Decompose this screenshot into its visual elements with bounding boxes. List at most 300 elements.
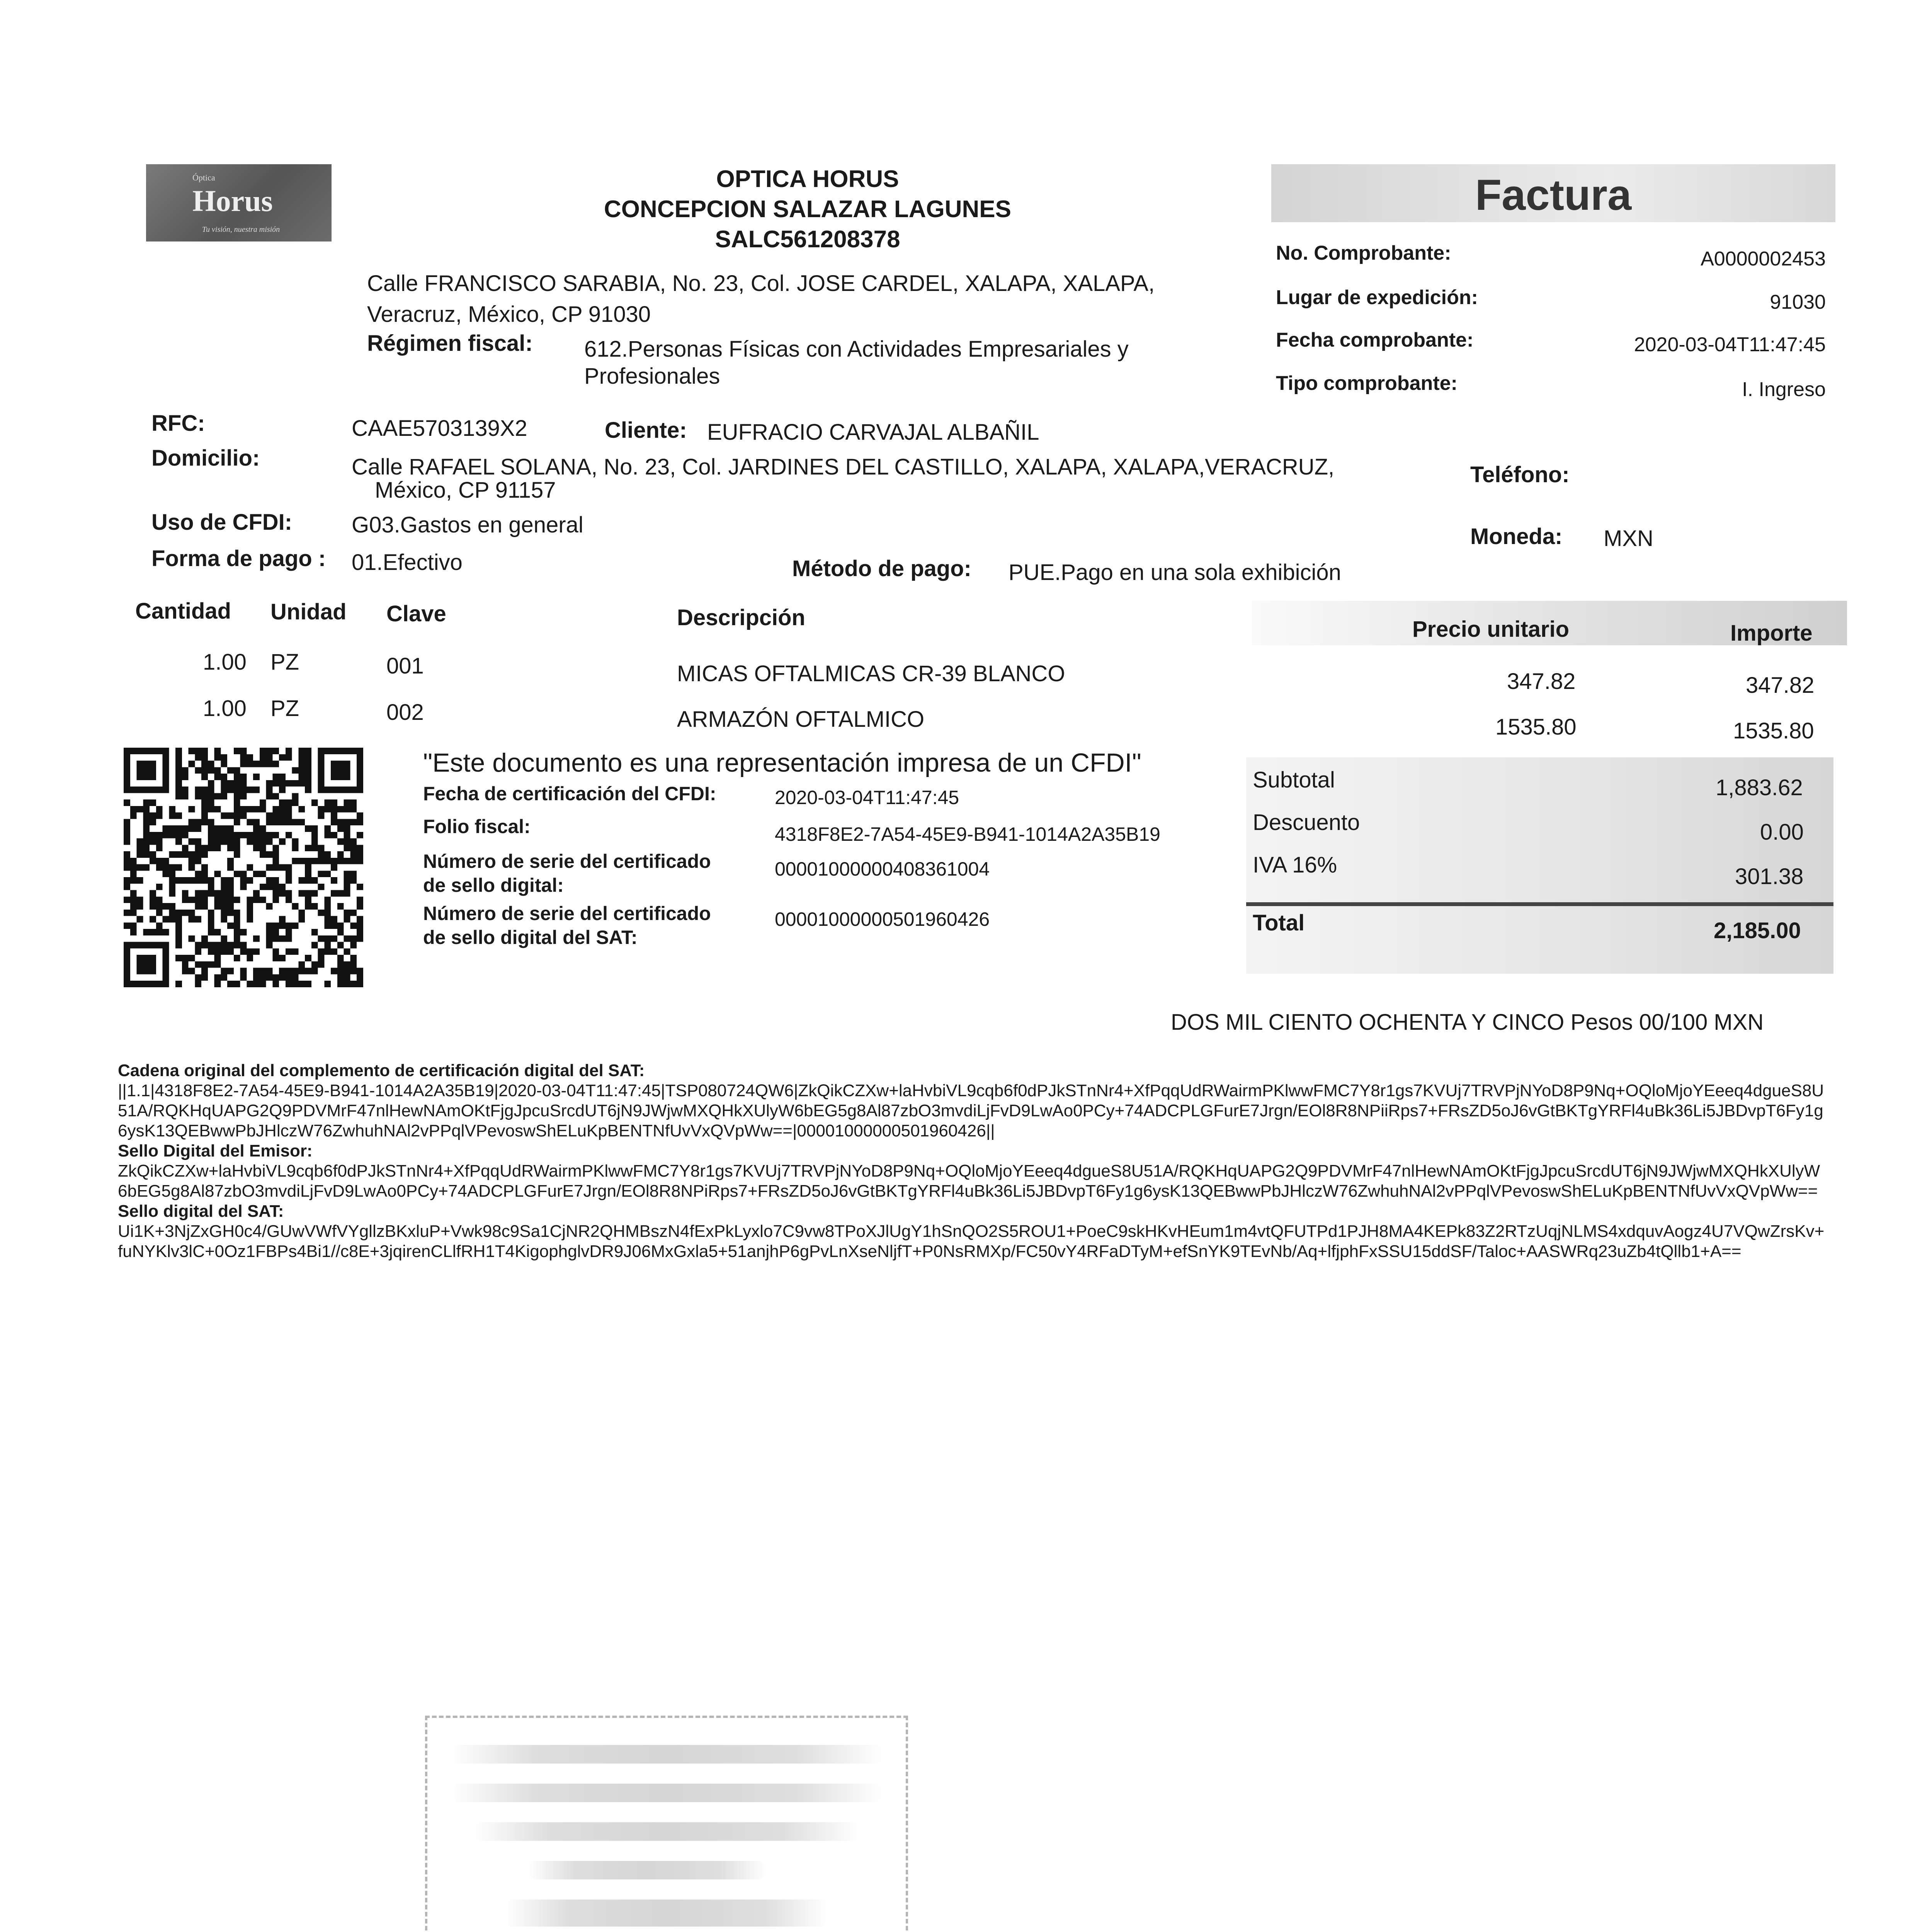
qr-module bbox=[156, 922, 163, 929]
qr-module bbox=[182, 877, 189, 884]
qr-module bbox=[350, 922, 357, 929]
qr-module bbox=[311, 845, 318, 851]
qr-module bbox=[143, 851, 150, 858]
qr-module bbox=[324, 832, 331, 838]
qr-module bbox=[124, 858, 130, 864]
qr-module bbox=[234, 780, 240, 787]
qr-module bbox=[292, 819, 299, 825]
qr-module bbox=[234, 793, 240, 799]
qr-module bbox=[272, 896, 279, 903]
qr-module bbox=[201, 968, 208, 975]
qr-module bbox=[298, 748, 305, 754]
qr-module bbox=[344, 968, 350, 975]
qr-module bbox=[337, 961, 344, 968]
qr-module bbox=[286, 871, 292, 877]
qr-module bbox=[286, 832, 292, 838]
qr-module bbox=[130, 871, 137, 877]
qr-module bbox=[279, 754, 286, 761]
qr-module bbox=[324, 942, 331, 949]
qr-module bbox=[279, 813, 286, 819]
qr-module bbox=[201, 767, 208, 774]
qr-module bbox=[240, 787, 247, 793]
qr-module bbox=[234, 799, 240, 806]
qr-module bbox=[143, 825, 150, 832]
issuer-rfc: SALC561208378 bbox=[715, 226, 900, 253]
qr-module bbox=[221, 825, 227, 832]
qr-module bbox=[305, 968, 311, 975]
qr-module bbox=[253, 825, 260, 832]
qr-module bbox=[344, 981, 350, 987]
header-importe: Importe bbox=[1730, 621, 1813, 646]
qr-module bbox=[260, 884, 266, 890]
qr-module bbox=[286, 981, 292, 987]
qr-module bbox=[298, 767, 305, 774]
qr-module bbox=[331, 864, 337, 871]
serie-cert-value: 00001000000408361004 bbox=[775, 858, 990, 880]
qr-module bbox=[137, 851, 143, 858]
qr-module bbox=[182, 968, 189, 975]
qr-module bbox=[350, 799, 357, 806]
qr-module bbox=[350, 819, 357, 825]
qr-module bbox=[143, 929, 150, 935]
qr-module bbox=[195, 748, 201, 754]
qr-module bbox=[124, 838, 130, 845]
qr-module bbox=[227, 877, 234, 884]
qr-module bbox=[357, 981, 363, 987]
qr-module bbox=[298, 774, 305, 780]
qr-module bbox=[214, 806, 221, 813]
row-importe: 1535.80 bbox=[1733, 718, 1814, 743]
qr-module bbox=[208, 832, 214, 838]
qr-module bbox=[227, 890, 234, 897]
qr-module bbox=[331, 806, 337, 813]
qr-module bbox=[253, 838, 260, 845]
qr-module bbox=[156, 884, 163, 890]
qr-module bbox=[324, 825, 331, 832]
qr-module bbox=[260, 832, 266, 838]
qr-module bbox=[195, 825, 201, 832]
qr-module bbox=[253, 871, 260, 877]
qr-module bbox=[182, 955, 189, 961]
qr-module bbox=[272, 981, 279, 987]
qr-module bbox=[208, 819, 214, 825]
qr-module bbox=[169, 871, 175, 877]
qr-module bbox=[311, 929, 318, 935]
qr-module bbox=[182, 896, 189, 903]
qr-module bbox=[292, 838, 299, 845]
qr-module bbox=[201, 903, 208, 910]
qr-module bbox=[311, 838, 318, 845]
qr-module bbox=[247, 864, 253, 871]
qr-module bbox=[266, 761, 273, 767]
qr-module bbox=[350, 942, 357, 949]
qr-module bbox=[189, 955, 195, 961]
qr-module bbox=[350, 851, 357, 858]
qr-module bbox=[318, 948, 325, 955]
qr-module bbox=[253, 968, 260, 975]
qr-module bbox=[357, 819, 363, 825]
qr-module bbox=[175, 832, 182, 838]
qr-module bbox=[357, 968, 363, 975]
qr-module bbox=[318, 884, 325, 890]
fecha-value: 2020-03-04T11:47:45 bbox=[1634, 333, 1826, 356]
qr-module bbox=[260, 761, 266, 767]
qr-module bbox=[266, 851, 273, 858]
qr-module bbox=[195, 819, 201, 825]
qr-module bbox=[221, 754, 227, 761]
qr-module bbox=[279, 864, 286, 871]
qr-module bbox=[201, 813, 208, 819]
qr-module bbox=[324, 910, 331, 916]
qr-module bbox=[272, 748, 279, 754]
qr-module bbox=[143, 832, 150, 838]
qr-module bbox=[357, 935, 363, 942]
qr-module bbox=[175, 935, 182, 942]
qr-module bbox=[305, 890, 311, 897]
total-label: Total bbox=[1253, 910, 1305, 935]
qr-module bbox=[189, 825, 195, 832]
qr-module bbox=[175, 748, 182, 754]
qr-module bbox=[350, 961, 357, 968]
qr-module bbox=[189, 896, 195, 903]
qr-module bbox=[195, 974, 201, 981]
qr-module bbox=[175, 910, 182, 916]
qr-module bbox=[137, 877, 143, 884]
lugar-value: 91030 bbox=[1770, 291, 1826, 313]
qr-module bbox=[130, 903, 137, 910]
qr-module bbox=[292, 858, 299, 864]
qr-module bbox=[337, 890, 344, 897]
qr-module bbox=[234, 871, 240, 877]
qr-module bbox=[240, 813, 247, 819]
qr-module bbox=[266, 935, 273, 942]
qr-module bbox=[337, 819, 344, 825]
qr-module bbox=[311, 890, 318, 897]
qr-module bbox=[234, 832, 240, 838]
qr-module bbox=[305, 845, 311, 851]
qr-module bbox=[234, 955, 240, 961]
qr-module bbox=[201, 845, 208, 851]
qr-module bbox=[240, 754, 247, 761]
header-descripcion: Descripción bbox=[677, 605, 805, 630]
qr-module bbox=[344, 935, 350, 942]
qr-module bbox=[279, 884, 286, 890]
qr-module bbox=[214, 793, 221, 799]
qr-module bbox=[124, 799, 130, 806]
qr-module bbox=[324, 903, 331, 910]
qr-module bbox=[331, 832, 337, 838]
qr-module bbox=[266, 754, 273, 761]
qr-module bbox=[305, 864, 311, 871]
qr-module bbox=[150, 890, 156, 897]
qr-module bbox=[130, 890, 137, 897]
qr-module bbox=[286, 968, 292, 975]
qr-module bbox=[247, 806, 253, 813]
qr-module bbox=[298, 754, 305, 761]
qr-module bbox=[124, 864, 130, 871]
qr-module bbox=[324, 851, 331, 858]
qr-module bbox=[130, 864, 137, 871]
qr-module bbox=[298, 761, 305, 767]
qr-module bbox=[286, 974, 292, 981]
qr-module bbox=[201, 935, 208, 942]
qr-module bbox=[156, 838, 163, 845]
qr-module bbox=[292, 845, 299, 851]
qr-module bbox=[208, 793, 214, 799]
qr-module bbox=[266, 832, 273, 838]
qr-module bbox=[279, 774, 286, 780]
qr-module bbox=[253, 974, 260, 981]
qr-module bbox=[208, 838, 214, 845]
issuer-address-2: Veracruz, México, CP 91030 bbox=[367, 302, 651, 327]
qr-module bbox=[247, 877, 253, 884]
qr-module bbox=[305, 787, 311, 793]
qr-module bbox=[227, 884, 234, 890]
qr-module bbox=[201, 806, 208, 813]
moneda-label: Moneda: bbox=[1470, 524, 1563, 549]
qr-module bbox=[298, 858, 305, 864]
qr-module bbox=[150, 813, 156, 819]
cadena-original-title: Cadena original del complemento de certificación digital del SAT: bbox=[118, 1061, 645, 1080]
qr-module bbox=[208, 948, 214, 955]
qr-module bbox=[260, 754, 266, 761]
qr-module bbox=[324, 948, 331, 955]
qr-module bbox=[311, 903, 318, 910]
qr-module bbox=[175, 813, 182, 819]
qr-module bbox=[318, 910, 325, 916]
qr-module bbox=[227, 910, 234, 916]
qr-module bbox=[324, 896, 331, 903]
qr-module bbox=[214, 774, 221, 780]
qr-module bbox=[169, 806, 175, 813]
qr-module bbox=[337, 922, 344, 929]
qr-module bbox=[175, 838, 182, 845]
qr-module bbox=[266, 968, 273, 975]
qr-module bbox=[344, 806, 350, 813]
qr-module bbox=[143, 838, 150, 845]
qr-module bbox=[305, 767, 311, 774]
qr-module bbox=[175, 787, 182, 793]
qr-module bbox=[227, 942, 234, 949]
qr-module bbox=[221, 968, 227, 975]
qr-module bbox=[189, 806, 195, 813]
qr-module bbox=[234, 813, 240, 819]
qr-module bbox=[279, 819, 286, 825]
uso-cfdi-label: Uso de CFDI: bbox=[151, 510, 293, 535]
qr-module bbox=[247, 916, 253, 923]
qr-module bbox=[344, 916, 350, 923]
qr-module bbox=[124, 851, 130, 858]
qr-module bbox=[331, 890, 337, 897]
qr-module bbox=[234, 929, 240, 935]
cliente-label: Cliente: bbox=[605, 418, 687, 443]
qr-module bbox=[195, 961, 201, 968]
qr-module bbox=[272, 774, 279, 780]
qr-module bbox=[331, 799, 337, 806]
qr-module bbox=[272, 813, 279, 819]
no-comprobante-label: No. Comprobante: bbox=[1276, 242, 1451, 264]
qr-module bbox=[253, 819, 260, 825]
qr-module bbox=[344, 845, 350, 851]
qr-module bbox=[143, 813, 150, 819]
qr-module bbox=[292, 780, 299, 787]
qr-module bbox=[279, 935, 286, 942]
qr-module bbox=[175, 825, 182, 832]
qr-module bbox=[350, 877, 357, 884]
forma-pago-value: 01.Efectivo bbox=[352, 550, 463, 575]
qr-module bbox=[234, 838, 240, 845]
qr-module bbox=[311, 832, 318, 838]
qr-module bbox=[227, 981, 234, 987]
qr-module bbox=[227, 787, 234, 793]
qr-module bbox=[208, 922, 214, 929]
qr-module bbox=[266, 903, 273, 910]
qr-module bbox=[318, 858, 325, 864]
domicilio-label: Domicilio: bbox=[151, 446, 260, 471]
descuento-value: 0.00 bbox=[1760, 820, 1804, 845]
qr-module bbox=[156, 845, 163, 851]
qr-module bbox=[331, 858, 337, 864]
subtotal-label: Subtotal bbox=[1253, 767, 1335, 793]
qr-module bbox=[221, 787, 227, 793]
qr-module bbox=[208, 961, 214, 968]
qr-module bbox=[337, 929, 344, 935]
qr-module bbox=[214, 754, 221, 761]
qr-module bbox=[130, 910, 137, 916]
qr-module bbox=[253, 935, 260, 942]
qr-module bbox=[305, 871, 311, 877]
descuento-label: Descuento bbox=[1253, 810, 1360, 835]
qr-module bbox=[201, 774, 208, 780]
qr-module bbox=[311, 968, 318, 975]
qr-module bbox=[156, 813, 163, 819]
qr-module bbox=[124, 825, 130, 832]
qr-module bbox=[272, 974, 279, 981]
qr-module bbox=[305, 761, 311, 767]
qr-module bbox=[247, 832, 253, 838]
qr-finder-pattern bbox=[137, 955, 156, 974]
qr-module bbox=[357, 903, 363, 910]
qr-module bbox=[357, 813, 363, 819]
qr-module bbox=[337, 825, 344, 832]
qr-module bbox=[305, 877, 311, 884]
qr-module bbox=[195, 858, 201, 864]
qr-module bbox=[221, 948, 227, 955]
qr-module bbox=[175, 942, 182, 949]
qr-module bbox=[227, 896, 234, 903]
row-cantidad: 1.00 bbox=[203, 696, 247, 721]
qr-module bbox=[247, 910, 253, 916]
qr-module bbox=[227, 968, 234, 975]
qr-module bbox=[182, 910, 189, 916]
qr-module bbox=[266, 780, 273, 787]
qr-module bbox=[292, 903, 299, 910]
qr-module bbox=[279, 787, 286, 793]
qr-module bbox=[221, 903, 227, 910]
qr-module bbox=[189, 877, 195, 884]
qr-module bbox=[286, 806, 292, 813]
qr-module bbox=[208, 780, 214, 787]
qr-module bbox=[266, 877, 273, 884]
qr-module bbox=[247, 819, 253, 825]
qr-module bbox=[214, 981, 221, 987]
qr-module bbox=[130, 806, 137, 813]
qr-module bbox=[156, 806, 163, 813]
qr-module bbox=[130, 896, 137, 903]
qr-module bbox=[260, 871, 266, 877]
qr-module bbox=[175, 774, 182, 780]
qr-module bbox=[195, 903, 201, 910]
qr-module bbox=[227, 922, 234, 929]
qr-module bbox=[156, 910, 163, 916]
qr-module bbox=[195, 767, 201, 774]
qr-module bbox=[143, 864, 150, 871]
qr-module bbox=[337, 851, 344, 858]
qr-module bbox=[286, 929, 292, 935]
qr-module bbox=[201, 864, 208, 871]
qr-module bbox=[208, 910, 214, 916]
qr-module bbox=[169, 813, 175, 819]
qr-module bbox=[182, 832, 189, 838]
qr-module bbox=[272, 806, 279, 813]
qr-module bbox=[272, 845, 279, 851]
qr-module bbox=[344, 838, 350, 845]
qr-module bbox=[221, 838, 227, 845]
qr-module bbox=[357, 974, 363, 981]
qr-module bbox=[208, 825, 214, 832]
qr-module bbox=[163, 864, 169, 871]
qr-module bbox=[208, 761, 214, 767]
qr-module bbox=[163, 832, 169, 838]
qr-module bbox=[214, 825, 221, 832]
qr-module bbox=[272, 858, 279, 864]
qr-module bbox=[253, 806, 260, 813]
sello-emisor-body: ZkQikCZXw+laHvbiVL9cqb6f0dPJkSTnNr4+XfPqqUdRWairmPKlwwFMC7Y8r1gs7KVUj7TRVPjNYoD8P9Nq+OQloMjoYEeeq4dgueS8U51A/RQKHqUAPG2Q9PDVMrF47nlHewNAmOKtFjgJpcuSrcdUT6jN9JWjwMXQHkXUlyW6bEG5g8Al87zbO3mvdiLjFvD9LwAo0PCy+74ADCPLGFurE7Jrgn/EOl8R8NPiRps7+FRsZD5oJ6vGtBKTgYRFl4uBk36Li5JBDvpT6Fy1g6ysK13QEBwwPbJHlczW76ZwhuhNAl2vPPqlVPevoswShELuKpBENTNfUvVxQVpWw== bbox=[118, 1162, 1820, 1201]
qr-module bbox=[143, 845, 150, 851]
qr-module bbox=[305, 774, 311, 780]
sello-sat-body: Ui1K+3NjZxGH0c4/GUwVWfVYgllzBKxluP+Vwk98c9Sa1CjNR2QHMBszN4fExPkLyxlo7C9vw8TPoXJlUgY1hSnQO2S5ROU1+PoeC9skHKvHEum1m4vtQFUTPd1PJH8MA4KEPk83Z2RTzUqjNLMS4xdquvAogz4U7VQwZrsKv+fuNYKlv3lC+0Oz1FBPs4Bi1//c8E+3jqirenCLlfRH1T4KigophglvDR9J06MxGxla5+51anjhP6gPvLnXseNljfT+P0NsRMXp/FC50vY4RFaDTyM+efSnYK9TEvNb/Aq+lfjphFxSSU15ddSF/Taloc+AASWRq23uZb4tQllb1+A== bbox=[118, 1222, 1825, 1261]
qr-module bbox=[163, 916, 169, 923]
qr-module bbox=[272, 793, 279, 799]
qr-module bbox=[331, 948, 337, 955]
qr-module bbox=[208, 890, 214, 897]
issuer-name: OPTICA HORUS bbox=[716, 166, 899, 192]
qr-module bbox=[298, 819, 305, 825]
qr-module bbox=[234, 916, 240, 923]
qr-module bbox=[234, 787, 240, 793]
fecha-cert-value: 2020-03-04T11:47:45 bbox=[775, 787, 959, 808]
qr-module bbox=[344, 799, 350, 806]
qr-module bbox=[221, 774, 227, 780]
qr-module bbox=[240, 877, 247, 884]
qr-module bbox=[247, 787, 253, 793]
regimen-value-2: Profesionales bbox=[584, 364, 720, 389]
qr-module bbox=[234, 767, 240, 774]
domicilio-value-2: México, CP 91157 bbox=[375, 478, 556, 503]
logo-mark-text: Horus bbox=[192, 184, 273, 218]
qr-module bbox=[150, 929, 156, 935]
serie-cert-label: Número de serie del certificado bbox=[423, 850, 711, 872]
qr-module bbox=[292, 968, 299, 975]
cliente-value: EUFRACIO CARVAJAL ALBAÑIL bbox=[707, 420, 1039, 445]
qr-module bbox=[344, 890, 350, 897]
qr-module bbox=[182, 774, 189, 780]
qr-module bbox=[272, 780, 279, 787]
qr-module bbox=[331, 968, 337, 975]
qr-module bbox=[286, 922, 292, 929]
qr-module bbox=[350, 871, 357, 877]
qr-module bbox=[240, 806, 247, 813]
